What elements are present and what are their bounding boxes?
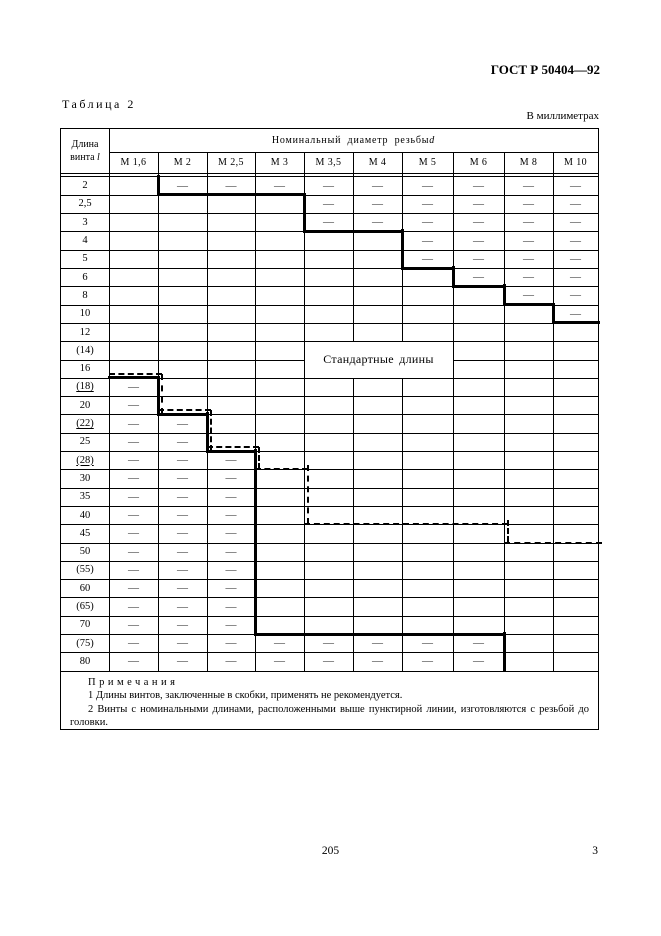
- dash-cell: —: [128, 417, 139, 430]
- dash-cell: —: [177, 179, 188, 192]
- column-header: М 3,5: [315, 157, 342, 168]
- dash-cell: —: [128, 582, 139, 595]
- column-header: М 8: [519, 157, 538, 168]
- dash-cell: —: [570, 234, 581, 247]
- dash-cell: —: [128, 600, 139, 613]
- dash-cell: —: [128, 454, 139, 467]
- dash-cell: —: [225, 509, 237, 522]
- dash-cell: —: [225, 179, 237, 192]
- row-label: (14): [76, 344, 94, 356]
- row-label: 40: [79, 509, 91, 521]
- dash-cell: —: [422, 216, 433, 229]
- footer-page-number: 205: [321, 845, 340, 857]
- dashed-boundary-segment: [304, 523, 508, 525]
- dash-cell: —: [128, 655, 139, 668]
- column-header: М 6: [469, 157, 488, 168]
- row-label: 3: [82, 216, 88, 228]
- solid-boundary-segment: [157, 413, 209, 416]
- dash-cell: —: [422, 637, 433, 650]
- dash-cell: —: [570, 197, 581, 210]
- row-label: 35: [79, 491, 91, 503]
- dash-cell: —: [570, 307, 581, 320]
- column-header: М 5: [418, 157, 437, 168]
- dash-cell: —: [473, 179, 484, 192]
- dash-cell: —: [422, 179, 433, 192]
- dash-cell: —: [473, 271, 484, 284]
- solid-boundary-segment: [206, 450, 257, 453]
- dash-cell: —: [128, 399, 139, 412]
- dash-cell: —: [177, 527, 188, 540]
- dash-cell: —: [274, 637, 285, 650]
- column-header: М 1,6: [120, 157, 147, 168]
- dash-cell: —: [128, 618, 139, 631]
- dash-cell: —: [323, 637, 334, 650]
- dash-cell: —: [225, 527, 237, 540]
- dash-cell: —: [177, 600, 188, 613]
- group-header: Номинальный диаметр резьбы d: [271, 135, 436, 146]
- dash-cell: —: [177, 655, 188, 668]
- column-header: М 10: [564, 157, 587, 168]
- solid-boundary-segment: [254, 449, 257, 636]
- dash-cell: —: [177, 582, 188, 595]
- dash-cell: —: [372, 216, 383, 229]
- dash-cell: —: [372, 655, 383, 668]
- notes-block: [61, 671, 598, 729]
- dash-cell: —: [473, 216, 484, 229]
- dash-cell: —: [323, 216, 334, 229]
- dash-cell: —: [177, 435, 188, 448]
- doc-reference: ГОСТ Р 50404—92: [490, 62, 600, 77]
- dash-cell: —: [225, 545, 237, 558]
- corner-header: Длина винта l: [70, 139, 100, 163]
- row-label: 80: [79, 655, 91, 667]
- dash-cell: —: [177, 637, 188, 650]
- dash-cell: —: [570, 289, 581, 302]
- row-label: (18): [76, 381, 94, 393]
- table-caption: Таблица 2: [62, 97, 136, 111]
- dash-cell: —: [225, 454, 237, 467]
- solid-boundary-segment: [303, 230, 404, 233]
- solid-boundary-segment: [401, 267, 455, 270]
- dash-cell: —: [225, 600, 237, 613]
- column-header: М 2,5: [218, 157, 244, 168]
- solid-boundary-segment: [303, 193, 306, 233]
- dashed-boundary-segment: [161, 374, 163, 415]
- dash-cell: —: [372, 637, 383, 650]
- dash-cell: —: [177, 472, 188, 485]
- dashed-boundary-segment: [207, 446, 259, 448]
- solid-boundary-segment: [254, 633, 506, 636]
- solid-boundary-segment: [452, 285, 506, 288]
- solid-boundary-segment: [503, 303, 555, 306]
- dash-cell: —: [372, 179, 383, 192]
- solid-boundary-segment: [108, 376, 160, 379]
- dash-cell: —: [473, 655, 484, 668]
- row-label: 60: [79, 582, 91, 594]
- grid-line: [61, 323, 598, 324]
- dash-cell: —: [323, 179, 334, 192]
- dash-cell: —: [225, 618, 237, 631]
- row-label: 4: [82, 235, 88, 247]
- row-label: 25: [79, 436, 91, 448]
- row-label: 50: [79, 546, 91, 558]
- dash-cell: —: [128, 490, 139, 503]
- dashed-boundary-segment: [507, 520, 509, 542]
- row-label: 8: [82, 289, 88, 301]
- dash-cell: —: [274, 179, 285, 192]
- dash-cell: —: [128, 545, 139, 558]
- row-label: 2,5: [78, 198, 92, 210]
- column-header: М 4: [368, 157, 387, 168]
- solid-boundary-segment: [157, 193, 306, 196]
- dash-cell: —: [225, 563, 237, 576]
- row-label: (22): [76, 418, 94, 430]
- dash-cell: —: [177, 563, 188, 576]
- row-label: 10: [79, 308, 91, 320]
- table-grid: [61, 129, 598, 729]
- dash-cell: —: [473, 637, 484, 650]
- dash-cell: —: [128, 380, 139, 393]
- row-label: (75): [76, 637, 94, 649]
- dash-cell: —: [177, 545, 188, 558]
- dash-cell: —: [225, 637, 237, 650]
- row-label: (28): [76, 454, 94, 466]
- row-label: 70: [79, 619, 91, 631]
- dash-cell: —: [523, 197, 534, 210]
- dashed-boundary-segment: [210, 410, 212, 451]
- notes-heading: Примечания: [88, 676, 179, 688]
- note-item-1: 1 Длины винтов, заключенные в скобки, применять не рекомендуется.: [88, 690, 403, 702]
- dash-cell: —: [372, 197, 383, 210]
- row-label: 5: [82, 253, 88, 265]
- dash-cell: —: [128, 527, 139, 540]
- dash-cell: —: [128, 509, 139, 522]
- dashed-boundary-segment: [307, 465, 309, 524]
- dash-cell: —: [225, 582, 237, 595]
- grid-line: [61, 173, 598, 174]
- note-item-2: 2 Винты с номинальными длинами, расположенными выше пунктирной линии, изготовляются с резьбой до головки.: [70, 703, 589, 729]
- row-label: 16: [79, 363, 91, 375]
- dashed-boundary-segment: [258, 447, 260, 469]
- row-label: 2: [82, 180, 88, 192]
- dash-cell: —: [570, 271, 581, 284]
- dash-cell: —: [422, 252, 433, 265]
- dashed-boundary-segment: [255, 468, 308, 470]
- dash-cell: —: [225, 490, 237, 503]
- dash-cell: —: [570, 252, 581, 265]
- dash-cell: —: [177, 454, 188, 467]
- dash-cell: —: [570, 179, 581, 192]
- grid-line: [453, 360, 598, 361]
- dash-cell: —: [523, 179, 534, 192]
- dash-cell: —: [225, 472, 237, 485]
- row-label: (55): [76, 564, 94, 576]
- dash-cell: —: [473, 234, 484, 247]
- dash-cell: —: [177, 490, 188, 503]
- dash-cell: —: [274, 655, 285, 668]
- dash-cell: —: [323, 197, 334, 210]
- dash-cell: —: [323, 655, 334, 668]
- row-label: 12: [79, 326, 91, 338]
- dash-cell: —: [523, 216, 534, 229]
- dashed-boundary-segment: [504, 542, 602, 544]
- dash-cell: —: [422, 197, 433, 210]
- dash-cell: —: [523, 271, 534, 284]
- dash-cell: —: [523, 289, 534, 302]
- dash-cell: —: [128, 563, 139, 576]
- row-label: (65): [76, 601, 94, 613]
- dashed-boundary-segment: [158, 409, 211, 411]
- dash-cell: —: [225, 655, 237, 668]
- solid-boundary-segment: [503, 632, 506, 672]
- dashed-boundary-segment: [109, 373, 162, 375]
- dash-cell: —: [177, 417, 188, 430]
- dash-cell: —: [523, 234, 534, 247]
- dash-cell: —: [177, 618, 188, 631]
- solid-boundary-segment: [552, 321, 600, 324]
- dash-cell: —: [523, 252, 534, 265]
- units-note: В миллиметрах: [526, 110, 599, 122]
- dash-cell: —: [422, 234, 433, 247]
- screw-lengths-table: [60, 128, 599, 730]
- dash-cell: —: [473, 197, 484, 210]
- dash-cell: —: [128, 435, 139, 448]
- standard-lengths-label: Стандартные длины: [323, 351, 434, 366]
- dash-cell: —: [128, 637, 139, 650]
- column-header: М 2: [173, 157, 192, 168]
- row-label: 45: [79, 527, 91, 539]
- solid-boundary-segment: [401, 229, 404, 269]
- column-header: М 3: [270, 157, 289, 168]
- dash-cell: —: [422, 655, 433, 668]
- row-label: 6: [82, 271, 88, 283]
- footer-sheet-number: 3: [592, 845, 598, 857]
- dash-cell: —: [570, 216, 581, 229]
- dash-cell: —: [473, 252, 484, 265]
- dash-cell: —: [128, 472, 139, 485]
- row-label: 20: [79, 399, 91, 411]
- dash-cell: —: [177, 509, 188, 522]
- row-label: 30: [79, 472, 91, 484]
